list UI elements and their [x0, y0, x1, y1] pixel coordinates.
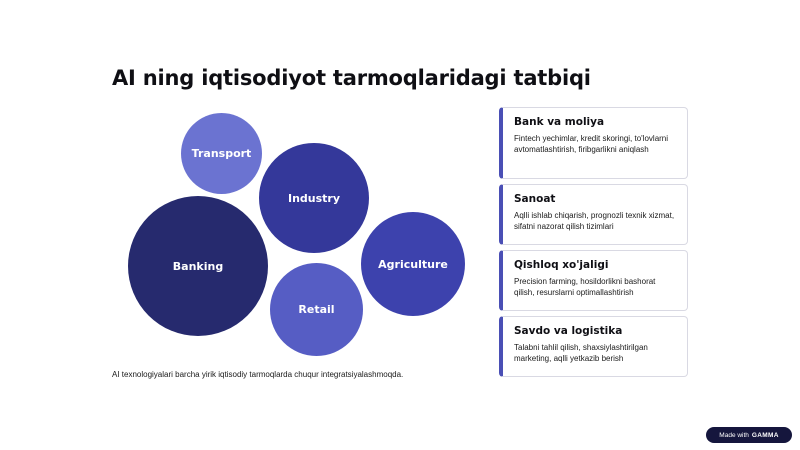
slide-caption: AI texnologiyalari barcha yirik iqtisodiy tarmoqlarda chuqur integratsiyalashmoqda.	[112, 370, 404, 379]
badge-prefix: Made with	[719, 431, 749, 439]
bubble-agriculture: Agriculture	[361, 212, 465, 316]
card-text: Fintech yechimlar, kredit skoringi, to'lovlarni avtomatlashtirish, firibgarlikni aniqlash	[514, 134, 669, 154]
card-bank	[499, 107, 688, 179]
card-title: Sanoat	[514, 193, 556, 205]
made-with-gamma-badge[interactable]	[706, 427, 792, 443]
card-trade	[499, 316, 688, 377]
bubble-retail: Retail	[270, 263, 363, 356]
bubble-industry: Industry	[259, 143, 369, 253]
card-title: Savdo va logistika	[514, 325, 623, 337]
card-title: Qishloq xo'jaligi	[514, 259, 609, 271]
card-agriculture	[499, 250, 688, 311]
slide-title: AI ning iqtisodiyot tarmoqlaridagi tatbiqi	[112, 66, 591, 90]
bubble-banking: Banking	[128, 196, 268, 336]
card-industry	[499, 184, 688, 245]
card-text: Precision farming, hosildorlikni bashorat qilish, resurslarni optimallashtirish	[514, 277, 656, 297]
card-text: Talabni tahlil qilish, shaxsiylashtirilgan marketing, aqlli yetkazib berish	[514, 343, 648, 363]
card-title: Bank va moliya	[514, 116, 605, 128]
bubble-transport: Transport	[181, 113, 262, 194]
card-text: Aqlli ishlab chiqarish, prognozli texnik xizmat, sifatni nazorat qilish tizimlari	[514, 211, 675, 231]
badge-brand: GAMMA	[751, 431, 779, 439]
